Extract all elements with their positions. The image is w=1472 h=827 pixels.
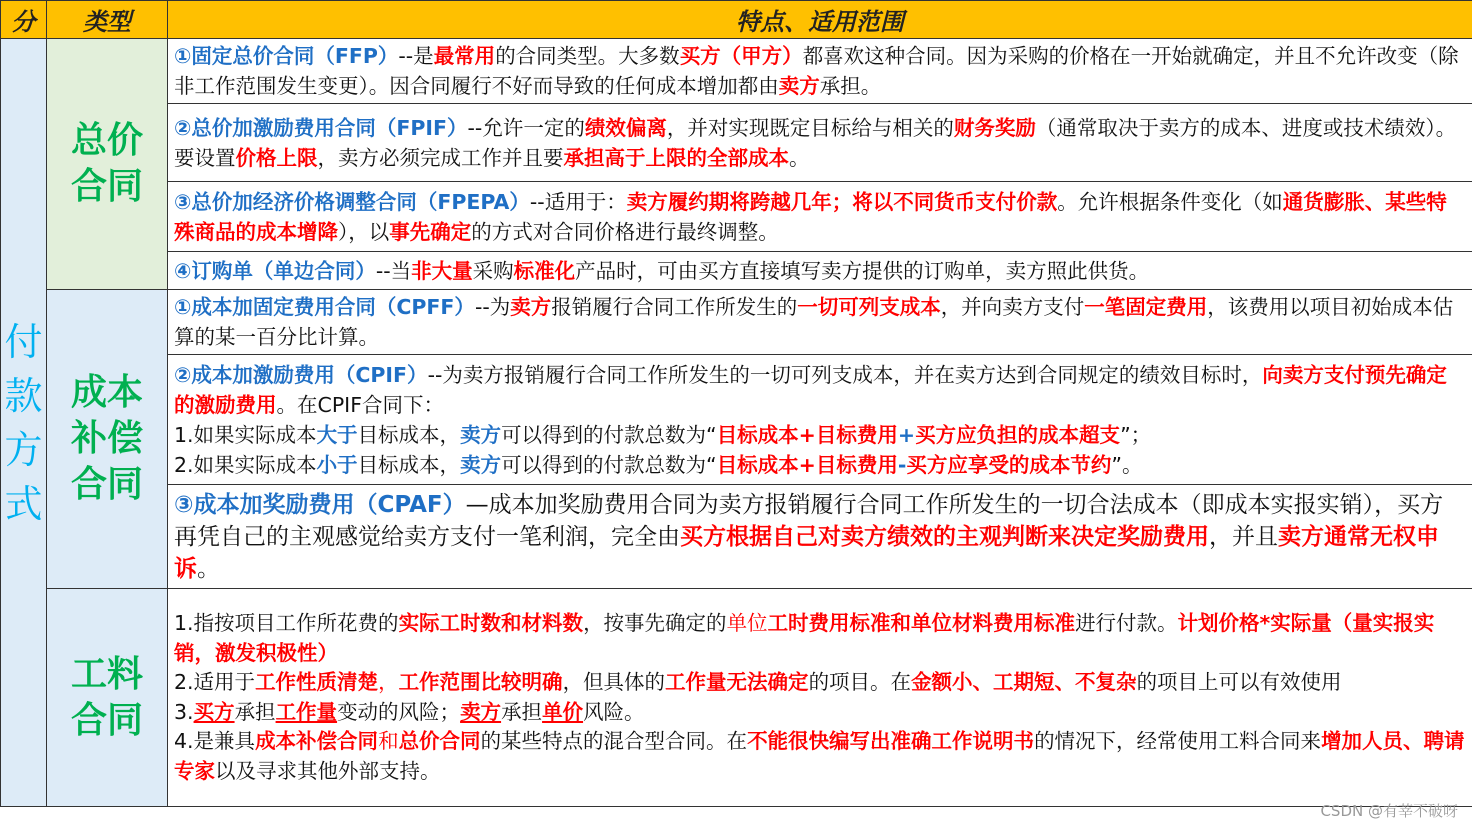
emphasis: 大于 [316,422,358,447]
emphasis: 工作范围比较明确 [398,670,563,694]
cpif-intro [174,360,1466,420]
text: --为 [474,295,511,319]
emphasis: 总价合同 [398,729,481,753]
row-fpif [1,104,1472,182]
emphasis: 不能很快编写出准确工作说明书 [747,729,1035,753]
tm-item-2 [174,668,1466,698]
text: 1.如果实际成本 [174,422,317,447]
po-title: ④订购单（单边合同） [174,258,376,283]
category-tm-line1: 工料 [70,653,143,695]
text: ”； [1120,422,1152,447]
desc-cpaf [168,485,1472,589]
text: 可以得到的付款总数为“ [501,422,717,447]
text: --当 [375,258,412,283]
text: 可以得到的付款总数为“ [501,452,717,477]
emphasis: 事先确定 [389,219,472,244]
emphasis: 卖方 [510,295,552,319]
emphasis: 财务奖励 [953,115,1036,140]
emphasis: 一笔固定费用 [1084,295,1208,319]
emphasis: 最常用 [433,44,496,68]
text: 承担 [234,699,276,724]
text: 承担。 [819,74,882,98]
emphasis: 应享受的成本节约 [947,452,1112,477]
text: 2.适用于 [174,670,256,694]
text: 进行付款。 [1075,611,1178,635]
text: —成本加奖励费用合同为卖方报销履行合同工作所发生的一切合法成本（即成本实报实销），买方再凭自己的主观感觉给卖方支付一笔利润，完全由 [174,491,1444,550]
text: --允许一定的 [467,115,585,140]
fpepa-title: ③总价加经济价格调整合同（FPEPA） [174,189,530,214]
emphasis: 承担高于上限的全部成本 [563,145,789,170]
ffp-title: ①固定总价合同（FFP） [174,44,399,68]
desc-tm [168,589,1472,807]
emphasis: 单价 [542,699,584,724]
tm-item-4 [174,727,1466,786]
row-po [1,252,1472,290]
text: 风险。 [583,699,645,724]
emphasis: 增加人员、聘请专家 [174,729,1465,783]
cpif-line2 [174,450,1466,480]
emphasis: 通货膨胀、某些特殊商品的成本增降 [174,189,1447,244]
pay-method-cell [1,39,47,807]
cpff-title: ①成本加固定费用合同（CPFF） [174,295,475,319]
text: 承担 [501,699,543,724]
emphasis: 一切可列支成本 [797,295,941,319]
category-fixed-line1: 总价 [70,120,143,161]
text: --为卖方报销履行合同工作所发生的一切可列支成本，并在卖方达到合同规定的绩效目标时， [427,362,1263,387]
text: --适用于： [529,189,627,214]
text: 的项目。在 [808,670,912,694]
emphasis: 计划价格*实际量（量实报实销，激发积极性） [174,611,1435,665]
desc-cpff [168,290,1472,355]
emphasis: - [897,452,907,477]
text: 以及寻求其他外部支持。 [215,758,441,783]
text: ，按事先确定的 [583,611,727,635]
tm-item-3 [174,698,1466,728]
text: ，并对实现既定目标给与相关的 [666,115,954,140]
text: --是 [398,44,434,68]
text: （通常取决于卖方的成本、进度或技术绩效）。要设置 [174,115,1457,170]
text: 2.如果实际成本 [174,452,317,477]
text: 采购 [472,258,514,283]
category-tm-line2: 合同 [70,699,143,741]
cpif-title: ②成本加激励费用（CPIF） [174,362,428,387]
category-time-material [47,589,168,807]
emphasis: 小于 [316,452,358,477]
desc-fpif [168,104,1472,182]
text: 。在CPIF合同下： [276,392,445,417]
text: ，并且 [1209,523,1278,550]
text: 变动的风险； [337,699,461,724]
text: 的某些特点的混合型合同。在 [480,729,748,753]
emphasis: 卖方履约期将跨越几年；将以不同货币支付价款 [626,189,1058,214]
emphasis: 标准化 [513,258,576,283]
text: 4.是兼具 [174,729,256,753]
row-cpif [1,355,1472,485]
emphasis: 实际工时数和材料数 [398,611,584,635]
emphasis: 工作量无法确定 [665,670,809,694]
emphasis: 卖方 [460,452,502,477]
text: 。 [197,555,220,582]
text: 目标成本， [357,452,461,477]
row-cpaf [1,485,1472,589]
text: ，该费用以项目初始成本估算的某一百分比计算。 [174,295,1454,349]
header-col-category: 分 [1,1,47,39]
text: 1.指按项目工作所花费的 [174,611,399,635]
emphasis: 非大量 [411,258,473,283]
emphasis: 买方根据自己对卖方绩效的主观判断来决定奖励费用 [680,523,1209,550]
tm-item-1 [174,609,1466,668]
row-ffp [1,39,1472,104]
header-row [1,1,1472,39]
emphasis: 卖方 [778,74,820,98]
text: ”。 [1111,452,1143,477]
header-col-type: 类型 [47,1,168,39]
text: ，但具体的 [562,670,666,694]
emphasis: 卖方通常无权申诉 [174,523,1439,582]
text: 。允许根据条件变化（如 [1057,189,1283,214]
text: 的合同类型。大多数 [495,44,680,68]
emphasis: 买方（甲方） [679,44,803,68]
emphasis: 目标成本+目标费用 [716,452,898,477]
text: 都喜欢这种合同。因为采购的价格在一开始就确定，并且不允许改变（除非工作范围发生变更）。因合同履行不好而导致的任何成本增加都由 [174,44,1459,98]
header-col-features: 特点、适用范围 [168,1,1472,39]
emphasis: 单位 [726,611,768,635]
text: 的方式对合同价格进行最终调整。 [471,219,779,244]
emphasis: 绩效偏离 [584,115,667,140]
text: 和 [378,729,399,753]
emphasis: 应负担的成本超支 [956,422,1121,447]
desc-ffp [168,39,1472,104]
row-cpff [1,290,1472,355]
emphasis: 价格上限 [235,145,318,170]
emphasis: 工时费用标准和单位材料费用标准 [767,611,1076,635]
row-fpepa [1,182,1472,252]
row-tm [1,589,1472,807]
text: 3. [174,699,194,724]
desc-fpepa [168,182,1472,252]
category-cost-reimbursable [47,290,168,589]
emphasis: 成本补偿合同 [255,729,379,753]
emphasis: 目标成本+目标费用 [716,422,898,447]
text: 。 [789,145,810,170]
text: 报销履行合同工作所发生的 [551,295,798,319]
emphasis: 买方 [193,699,235,724]
emphasis: 买方 [915,422,957,447]
emphasis: 金额小、工期短、不复杂 [911,670,1137,694]
category-cost-line3: 合同 [70,464,143,505]
text: ，并向卖方支付 [940,295,1085,319]
category-fixed-price [47,39,168,290]
text: ，卖方必须完成工作并且要 [317,145,564,170]
desc-cpif [168,355,1472,485]
pay-method-label: 付款方式 [4,319,43,526]
emphasis: 工作量 [275,699,338,724]
emphasis: 工作性质清楚 [255,670,379,694]
category-cost-line1: 成本 [70,372,143,413]
category-cost-line2: 补偿 [70,418,143,459]
cpaf-title: ③成本加奖励费用（CPAF） [174,491,466,518]
emphasis: 买方 [906,452,948,477]
emphasis: + [897,422,916,447]
text: 的项目上可以有效使用 [1136,670,1342,694]
watermark: CSDN @有莘不破呀 [1320,802,1458,820]
emphasis: 卖方 [460,422,502,447]
cpif-line1 [174,420,1466,450]
emphasis: 向卖方支付预先确定的激励费用 [174,362,1447,417]
emphasis: 卖方 [460,699,502,724]
text: ， [378,670,399,694]
text: ），以 [338,219,390,244]
text: 的情况下，经常使用工料合同来 [1034,729,1322,753]
fpif-title: ②总价加激励费用合同（FPIF） [174,115,468,140]
desc-po [168,252,1472,290]
text: 目标成本， [357,422,461,447]
category-fixed-line2: 合同 [70,166,143,207]
text: 产品时，可由买方直接填写卖方提供的订购单，卖方照此供货。 [575,258,1150,283]
